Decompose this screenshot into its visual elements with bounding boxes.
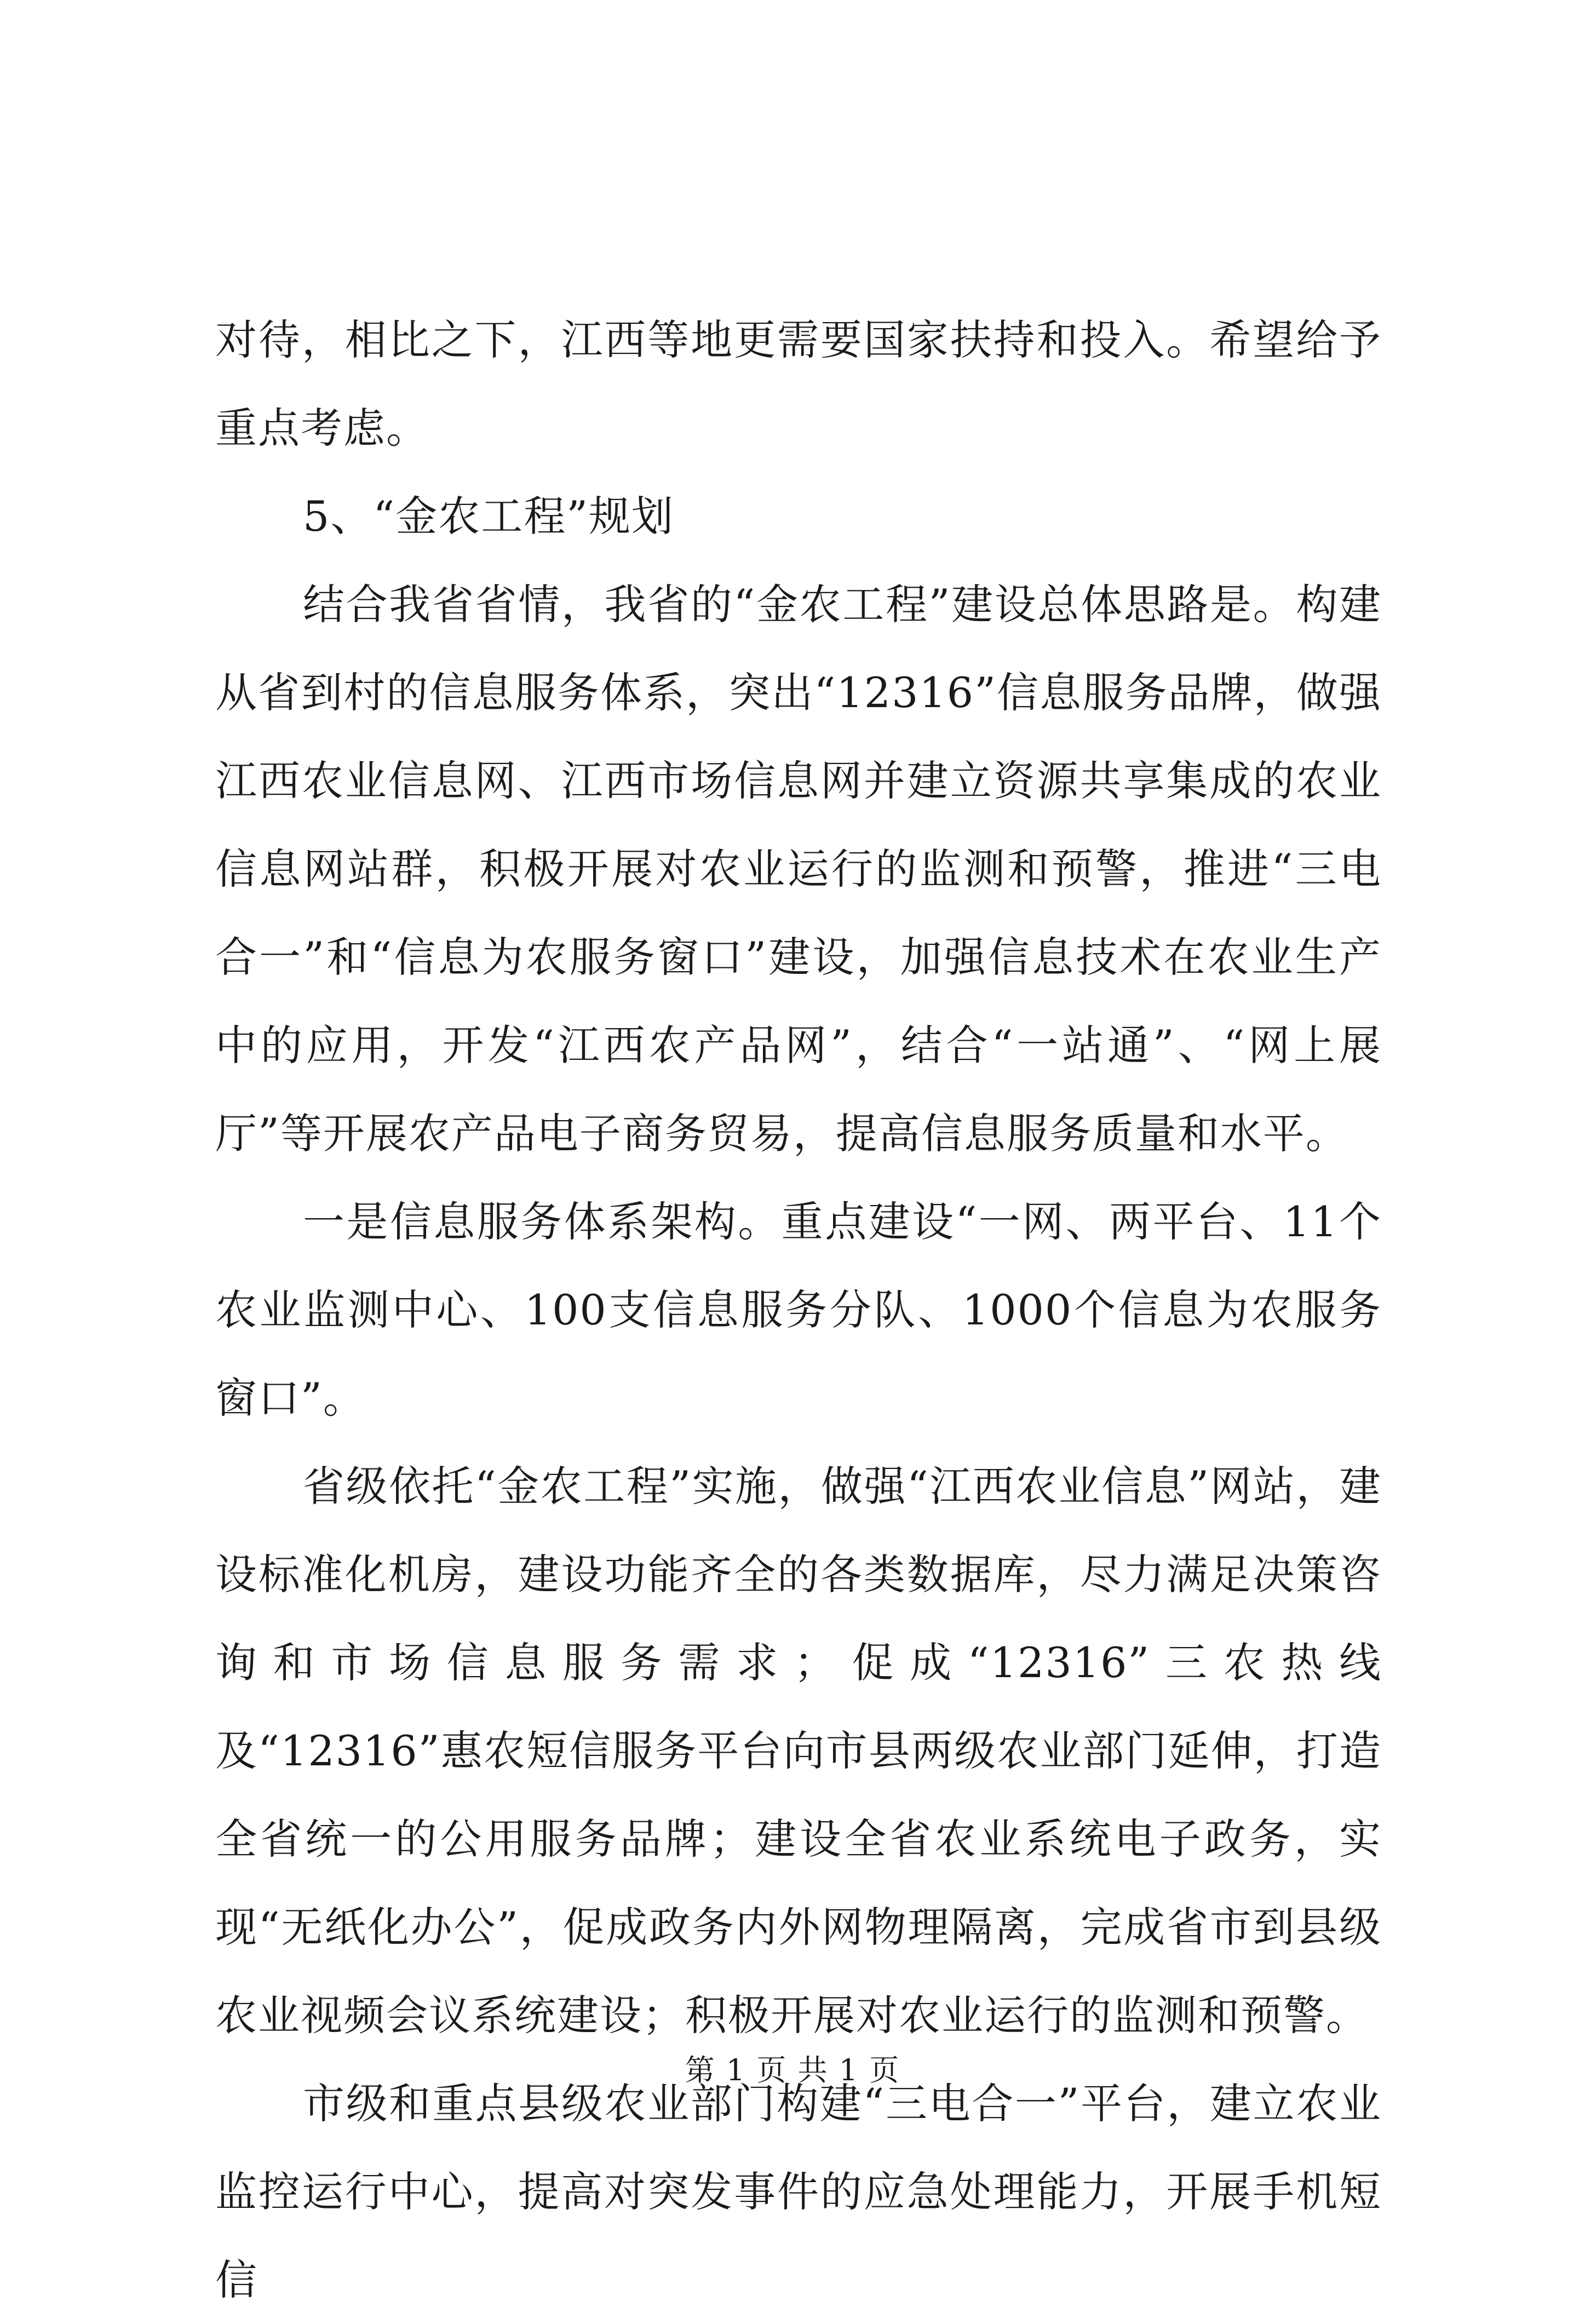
paragraph-overall-approach: 结合我省省情，我省的“金农工程”建设总体思路是。构建从省到村的信息服务体系，突出“12316”信息服务品牌，做强江西农业信息网、江西市场信息网并建立资源共享集成的农业信息网站群，积极开展对农业运行的监测和预警，推进“三电合一”和“信息为农服务窗口”建设，加强信息技术在农业生产中的应用，开发“江西农产品网”，结合“一站通”、“网上展厅”等开展农产品电子商务贸易，提高信息服务质量和水平。 [215,580,1382,1158]
paragraph-continuation: 对待，相比之下，江西等地更需要国家扶持和投入。希望给予重点考虑。 [215,315,1382,452]
document-body [215,296,1382,2324]
paragraph-provincial-level: 省级依托“金农工程”实施，做强“江西农业信息”网站，建设标准化机房，建设功能齐全的各类数据库，尽力满足决策咨询和市场信息服务需求；促成“12316”三农热线及“12316”惠农短信服务平台向市县两级农业部门延伸，打造全省统一的公用服务品牌；建设全省农业系统电子政务，实现“无纸化办公”，促成政务内外网物理隔离，完成省市到县级农业视频会议系统建设；积极开展对农业运行的监测和预警。 [215,1462,1382,2040]
page-footer: 第 1 页 共 1 页 [685,2053,900,2087]
section-heading: 5、“金农工程”规划 [303,492,675,541]
paragraph-city-county-level: 市级和重点县级农业部门构建“三电合一”平台，建立农业监控运行中心，提高对突发事件的应急处理能力，开展手机短信 [215,2079,1382,2304]
paragraph-service-architecture: 一是信息服务体系架构。重点建设“一网、两平台、11个农业监测中心、100支信息服务分队、1000个信息为农服务窗口”。 [215,1197,1382,1422]
